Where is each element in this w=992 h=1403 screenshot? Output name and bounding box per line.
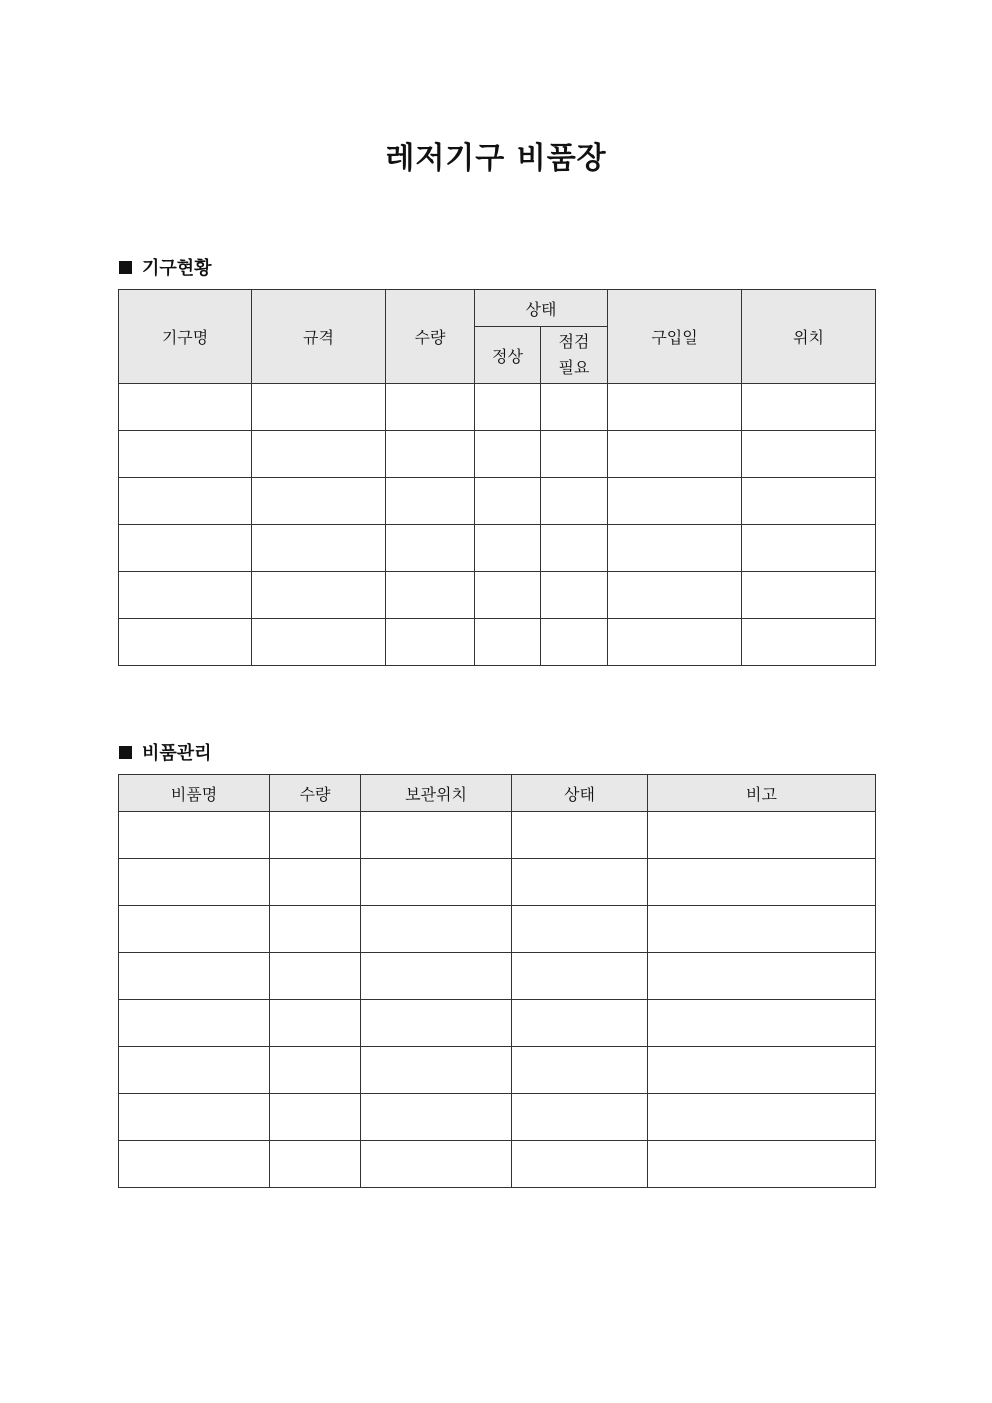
table-row xyxy=(119,1000,876,1047)
table-cell[interactable] xyxy=(270,859,361,906)
table-cell[interactable] xyxy=(386,525,475,572)
table-row xyxy=(119,953,876,1000)
table-cell[interactable] xyxy=(541,619,608,666)
table-cell[interactable] xyxy=(252,384,386,431)
supplies-table xyxy=(118,774,876,1188)
table-cell[interactable] xyxy=(541,384,608,431)
table-cell[interactable] xyxy=(386,478,475,525)
table-cell[interactable] xyxy=(742,384,876,431)
table-cell[interactable] xyxy=(648,1094,876,1141)
table-cell[interactable] xyxy=(119,431,252,478)
table-cell[interactable] xyxy=(475,525,541,572)
table-cell[interactable] xyxy=(742,572,876,619)
table-cell[interactable] xyxy=(512,1000,648,1047)
table-cell[interactable] xyxy=(475,572,541,619)
table-cell[interactable] xyxy=(608,619,742,666)
table-cell[interactable] xyxy=(541,572,608,619)
supplies-section-heading xyxy=(119,739,212,765)
table-cell[interactable] xyxy=(742,431,876,478)
header-location: 위치 xyxy=(742,290,876,384)
square-bullet-icon xyxy=(119,746,132,759)
table-cell[interactable] xyxy=(386,384,475,431)
table-cell[interactable] xyxy=(475,384,541,431)
table-cell[interactable] xyxy=(361,812,512,859)
table-cell[interactable] xyxy=(648,1141,876,1188)
table-cell[interactable] xyxy=(608,384,742,431)
table-cell[interactable] xyxy=(386,619,475,666)
table-cell[interactable] xyxy=(119,1000,270,1047)
table-row xyxy=(119,1094,876,1141)
table-cell[interactable] xyxy=(119,619,252,666)
table-row xyxy=(119,525,876,572)
table-cell[interactable] xyxy=(252,431,386,478)
table-cell[interactable] xyxy=(119,572,252,619)
table-cell[interactable] xyxy=(386,431,475,478)
table-cell[interactable] xyxy=(270,906,361,953)
table-cell[interactable] xyxy=(361,1141,512,1188)
page-title: 레저기구 비품장 xyxy=(385,141,607,176)
table-cell[interactable] xyxy=(475,478,541,525)
table-cell[interactable] xyxy=(541,478,608,525)
table-cell[interactable] xyxy=(648,859,876,906)
table-cell[interactable] xyxy=(252,572,386,619)
header-equipment-name: 기구명 xyxy=(119,290,252,384)
table-cell[interactable] xyxy=(512,812,648,859)
needs-check-line-2: 필요 xyxy=(558,358,590,377)
table-cell[interactable] xyxy=(742,478,876,525)
header-status-normal: 정상 xyxy=(475,327,541,384)
table-cell[interactable] xyxy=(608,572,742,619)
table-cell[interactable] xyxy=(270,1047,361,1094)
table-cell[interactable] xyxy=(270,1000,361,1047)
table-cell[interactable] xyxy=(475,619,541,666)
table-cell[interactable] xyxy=(119,1141,270,1188)
equipment-heading-label: 기구현황 xyxy=(142,258,212,279)
header-status: 상태 xyxy=(512,775,648,812)
supplies-heading-label: 비품관리 xyxy=(142,743,212,764)
table-cell[interactable] xyxy=(361,859,512,906)
table-cell[interactable] xyxy=(512,859,648,906)
table-cell[interactable] xyxy=(119,1094,270,1141)
equipment-section-heading xyxy=(119,254,212,280)
table-cell[interactable] xyxy=(608,525,742,572)
table-cell[interactable] xyxy=(648,1000,876,1047)
table-cell[interactable] xyxy=(742,525,876,572)
table-cell[interactable] xyxy=(608,431,742,478)
table-cell[interactable] xyxy=(361,953,512,1000)
table-cell[interactable] xyxy=(361,1000,512,1047)
table-cell[interactable] xyxy=(119,812,270,859)
table-cell[interactable] xyxy=(541,431,608,478)
table-row xyxy=(119,431,876,478)
table-cell[interactable] xyxy=(119,384,252,431)
table-cell[interactable] xyxy=(648,1047,876,1094)
header-purchase-date: 구입일 xyxy=(608,290,742,384)
table-cell[interactable] xyxy=(512,1047,648,1094)
table-cell[interactable] xyxy=(648,953,876,1000)
table-cell[interactable] xyxy=(512,906,648,953)
table-row xyxy=(119,1047,876,1094)
table-cell[interactable] xyxy=(361,1047,512,1094)
table-cell[interactable] xyxy=(742,619,876,666)
table-cell[interactable] xyxy=(512,1141,648,1188)
table-cell[interactable] xyxy=(252,478,386,525)
needs-check-line-1: 점검 xyxy=(558,332,590,351)
table-cell[interactable] xyxy=(252,619,386,666)
header-note: 비고 xyxy=(648,775,876,812)
table-cell[interactable] xyxy=(608,478,742,525)
table-cell[interactable] xyxy=(270,953,361,1000)
table-cell[interactable] xyxy=(361,1094,512,1141)
table-row xyxy=(119,619,876,666)
header-quantity: 수량 xyxy=(270,775,361,812)
table-cell[interactable] xyxy=(648,812,876,859)
table-row xyxy=(119,572,876,619)
table-cell[interactable] xyxy=(648,906,876,953)
table-cell[interactable] xyxy=(252,525,386,572)
header-status: 상태 xyxy=(475,290,608,327)
table-cell[interactable] xyxy=(119,1047,270,1094)
header-storage-location: 보관위치 xyxy=(361,775,512,812)
header-supply-name: 비품명 xyxy=(119,775,270,812)
table-cell[interactable] xyxy=(119,906,270,953)
header-quantity: 수량 xyxy=(386,290,475,384)
table-cell[interactable] xyxy=(541,525,608,572)
table-cell[interactable] xyxy=(386,572,475,619)
table-cell[interactable] xyxy=(270,1141,361,1188)
table-cell[interactable] xyxy=(119,525,252,572)
table-cell[interactable] xyxy=(119,859,270,906)
table-cell[interactable] xyxy=(270,812,361,859)
table-cell[interactable] xyxy=(119,478,252,525)
header-spec: 규격 xyxy=(252,290,386,384)
table-row xyxy=(119,859,876,906)
table-row xyxy=(119,812,876,859)
header-status-needs-check xyxy=(541,327,608,384)
table-row xyxy=(119,1141,876,1188)
table-cell[interactable] xyxy=(270,1094,361,1141)
table-cell[interactable] xyxy=(361,906,512,953)
table-cell[interactable] xyxy=(119,953,270,1000)
table-row xyxy=(119,478,876,525)
table-cell[interactable] xyxy=(512,953,648,1000)
square-bullet-icon xyxy=(119,261,132,274)
table-cell[interactable] xyxy=(512,1094,648,1141)
table-row xyxy=(119,384,876,431)
table-row xyxy=(119,906,876,953)
equipment-table xyxy=(118,289,876,666)
table-cell[interactable] xyxy=(475,431,541,478)
